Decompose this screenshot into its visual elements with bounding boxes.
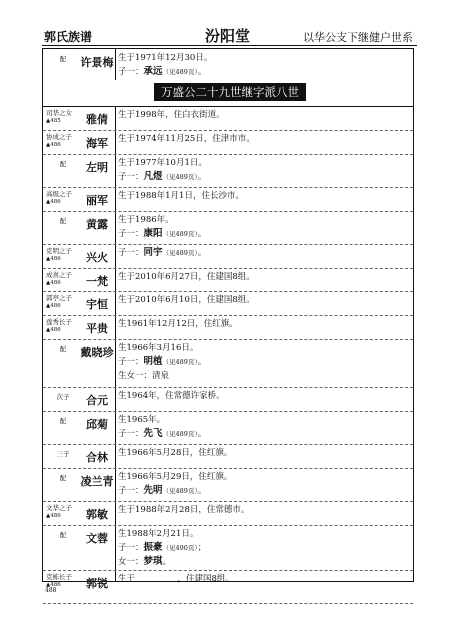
person-name: 黄露 <box>86 218 108 231</box>
person-name: 丽军 <box>86 194 108 207</box>
detail-text: 生1966年5月28日，住红旗。 <box>118 448 233 458</box>
reference-marker: ▲486 <box>46 256 61 262</box>
person-name: 合林 <box>86 451 108 464</box>
relation-text: 克明之子 <box>46 247 72 255</box>
person-name: 宇恒 <box>86 298 108 311</box>
child-prefix: 子一： <box>118 429 144 439</box>
child-name: 先明 <box>143 485 163 496</box>
relation-text: 文华之子 <box>46 504 72 512</box>
relation-text: 克栋长子 <box>46 573 72 581</box>
generation-banner: 万盛公二十九世继字派八世 <box>154 83 306 101</box>
genealogy-entry <box>43 187 413 212</box>
reference-marker: ▲486 <box>46 513 61 519</box>
detail-text: 生于1988年1月1日，住长沙市。 <box>118 191 244 201</box>
person-name: 兴火 <box>86 251 108 264</box>
person-details <box>118 389 225 403</box>
person-details <box>118 108 225 122</box>
detail-text: 生1966年5月29日，住红旗。 <box>118 472 233 482</box>
genealogy-table <box>42 48 414 590</box>
person-name: 凌兰青 <box>80 475 114 488</box>
genealogy-entry <box>43 106 413 131</box>
person-name: 合元 <box>86 394 108 407</box>
person-details <box>118 527 206 569</box>
genealogy-entry <box>43 468 413 502</box>
detail-line <box>118 170 207 184</box>
person-name: 郭锐 <box>86 577 108 590</box>
genealogy-entry <box>43 211 413 245</box>
detail-line <box>118 572 234 586</box>
reference-marker: ▲486 <box>46 280 61 286</box>
genealogy-entry <box>43 244 413 269</box>
relation-text: 成喜之子 <box>46 271 72 279</box>
person-details <box>118 132 255 146</box>
page-reference: （见490页） <box>162 544 198 552</box>
detail-line <box>118 270 255 284</box>
relation-label <box>46 217 80 225</box>
person-details <box>118 572 234 586</box>
person-name: 左明 <box>86 161 108 174</box>
relation-text: 司华之女 <box>46 109 72 117</box>
relation-text: 协成之子 <box>46 133 72 141</box>
relation-text: 高级之子 <box>46 190 72 198</box>
child-name: 承远 <box>143 66 163 77</box>
person-details <box>118 470 232 498</box>
person-details <box>118 317 238 331</box>
relation-label <box>46 450 80 458</box>
detail-line <box>118 227 206 241</box>
relation-label <box>46 393 80 401</box>
detail-line <box>118 246 206 260</box>
detail-line <box>118 341 206 355</box>
person-details <box>118 270 255 284</box>
relation-text: 配 <box>59 217 67 225</box>
relation-label <box>46 294 80 310</box>
relation-label <box>46 55 80 63</box>
relation-text: 莲秀长子 <box>46 318 72 326</box>
relation-label <box>46 133 80 149</box>
genealogy-entry <box>43 268 413 292</box>
header-left-title: 郭氏族谱 <box>44 30 93 44</box>
person-details <box>118 446 232 460</box>
child-name: 康阳 <box>143 228 163 239</box>
genealogy-entry <box>43 315 413 340</box>
detail-line <box>118 108 225 122</box>
detail-text: 生于1988年2月28日，住常德市。 <box>118 505 250 515</box>
line-suffix: ； <box>197 543 207 553</box>
relation-label <box>46 474 80 482</box>
child-prefix: 子一： <box>118 357 144 367</box>
genealogy-entry <box>43 411 413 445</box>
person-name: 雅倩 <box>86 113 108 126</box>
page-reference: （见489页） <box>162 487 198 495</box>
child-name: 明植 <box>143 356 163 367</box>
person-details <box>118 341 206 383</box>
reference-marker: ▲486 <box>46 327 61 333</box>
relation-label <box>46 417 80 425</box>
detail-text: 生于2010年6月10日，住建国8组。 <box>118 295 255 305</box>
relation-label <box>46 504 80 520</box>
reference-marker: ▲486 <box>46 582 61 588</box>
genealogy-entry <box>43 387 413 412</box>
generation-banner-row <box>43 80 413 107</box>
relation-text: 三子 <box>56 450 70 458</box>
header-center-title: 汾阳堂 <box>204 27 250 45</box>
detail-line <box>118 213 206 227</box>
person-name: 一梵 <box>86 275 108 288</box>
detail-line <box>118 527 206 541</box>
page-reference: （见489页） <box>162 249 198 257</box>
relation-label <box>46 318 80 334</box>
person-details <box>118 246 206 260</box>
relation-text: 配 <box>59 55 67 63</box>
person-name: 许景梅 <box>80 56 114 69</box>
relation-label <box>46 109 80 125</box>
genealogy-entry <box>43 154 413 188</box>
child-name: 振豪 <box>143 542 163 553</box>
relation-text: 配 <box>59 474 67 482</box>
genealogy-entry <box>43 130 413 155</box>
child-prefix: 女一： <box>118 557 144 567</box>
person-name: 邱菊 <box>86 418 108 431</box>
line-suffix: 。 <box>197 357 207 367</box>
detail-text: 生于 ，住建国8组。 <box>118 574 234 584</box>
person-details <box>118 51 212 79</box>
child-prefix: 子一： <box>118 543 144 553</box>
person-details <box>118 413 206 441</box>
detail-text: 生1988年2月21日。 <box>118 529 199 539</box>
detail-line <box>118 293 255 307</box>
page-reference: （见489页） <box>162 230 198 238</box>
genealogy-entry <box>43 49 413 81</box>
child-name: 凡煜 <box>143 171 163 182</box>
child-prefix: 子一： <box>118 67 144 77</box>
genealogy-entry <box>43 501 413 526</box>
detail-text: 生于2010年6月27日，住建国8组。 <box>118 272 255 282</box>
person-details <box>118 293 255 307</box>
person-name: 海军 <box>86 137 108 150</box>
detail-text: 生1965年。 <box>118 415 166 425</box>
line-suffix: 。 <box>197 172 207 182</box>
reference-marker: ▲486 <box>46 142 61 148</box>
detail-line <box>118 65 212 79</box>
detail-text: 生女一：清泉 <box>118 371 170 381</box>
detail-text: 生1964年，住常德许家桥。 <box>118 391 225 401</box>
person-details <box>118 156 207 184</box>
relation-text: 配 <box>59 417 67 425</box>
person-name: 郭敏 <box>86 508 108 521</box>
relation-label <box>46 531 80 539</box>
detail-line <box>118 503 249 517</box>
genealogy-entry <box>43 339 413 388</box>
child-prefix: 子一： <box>118 486 144 496</box>
genealogy-entry <box>43 570 413 604</box>
detail-line <box>118 189 244 203</box>
reference-marker: ▲485 <box>46 118 61 124</box>
detail-text: 生1966年3月16日。 <box>118 343 199 353</box>
detail-line <box>118 413 206 427</box>
child-prefix: 子一： <box>118 172 144 182</box>
relation-label <box>46 247 80 263</box>
detail-line <box>118 484 232 498</box>
child-name: 先飞 <box>143 428 163 439</box>
relation-text: 配 <box>59 160 67 168</box>
detail-line <box>118 51 212 65</box>
detail-text: 生于1998年，住白衣街道。 <box>118 110 225 120</box>
relation-text: 次子 <box>56 393 70 401</box>
line-suffix: 。 <box>162 557 172 567</box>
person-details <box>118 189 244 203</box>
detail-line <box>118 317 238 331</box>
relation-label <box>46 271 80 287</box>
detail-text: 生于1971年12月30日。 <box>118 53 213 63</box>
detail-line <box>118 427 206 441</box>
relation-text: 郭亭之子 <box>46 294 72 302</box>
line-suffix: 。 <box>197 486 207 496</box>
person-name: 文蓉 <box>86 532 108 545</box>
line-suffix: 。 <box>197 429 207 439</box>
page-reference: （见489页） <box>162 68 198 76</box>
relation-text: 配 <box>59 531 67 539</box>
page-reference: （见489页） <box>162 430 198 438</box>
detail-line <box>118 446 232 460</box>
child-name: 同宇 <box>143 247 163 258</box>
genealogy-entry <box>43 291 413 316</box>
reference-marker: ▲486 <box>46 303 61 309</box>
detail-line <box>118 541 206 555</box>
header-rule <box>42 45 417 46</box>
detail-line <box>118 389 225 403</box>
reference-marker: ▲486 <box>46 199 61 205</box>
genealogy-entry <box>43 525 413 571</box>
detail-text: 生于1974年11月25日，住津市市。 <box>118 134 255 144</box>
detail-line <box>118 132 255 146</box>
person-details <box>118 503 249 517</box>
detail-line <box>118 555 206 569</box>
detail-line <box>118 470 232 484</box>
line-suffix: 。 <box>197 67 207 77</box>
relation-label <box>46 190 80 206</box>
person-details <box>118 213 206 241</box>
person-name: 平贵 <box>86 322 108 335</box>
detail-text: 生于1977年10月1日。 <box>118 158 207 168</box>
genealogy-entry <box>43 444 413 469</box>
detail-line <box>118 156 207 170</box>
child-prefix: 子一： <box>118 248 144 258</box>
person-name: 戴晓珍 <box>80 346 114 359</box>
detail-line <box>118 369 206 383</box>
line-suffix: 。 <box>197 248 207 258</box>
child-prefix: 子一： <box>118 229 144 239</box>
detail-line <box>118 355 206 369</box>
detail-text: 生于1986年。 <box>118 215 174 225</box>
header-right-title: 以华公支下继健户世系 <box>303 31 413 44</box>
line-suffix: 。 <box>197 229 207 239</box>
relation-text: 配 <box>59 345 67 353</box>
page-reference: （见489页） <box>162 173 198 181</box>
relation-label <box>46 345 80 353</box>
detail-text: 生1961年12月12日，住红旗。 <box>118 319 238 329</box>
child-name: 梦琪 <box>143 556 163 567</box>
relation-label <box>46 160 80 168</box>
page-reference: （见489页） <box>162 358 198 366</box>
page-number: 488 <box>45 587 57 594</box>
